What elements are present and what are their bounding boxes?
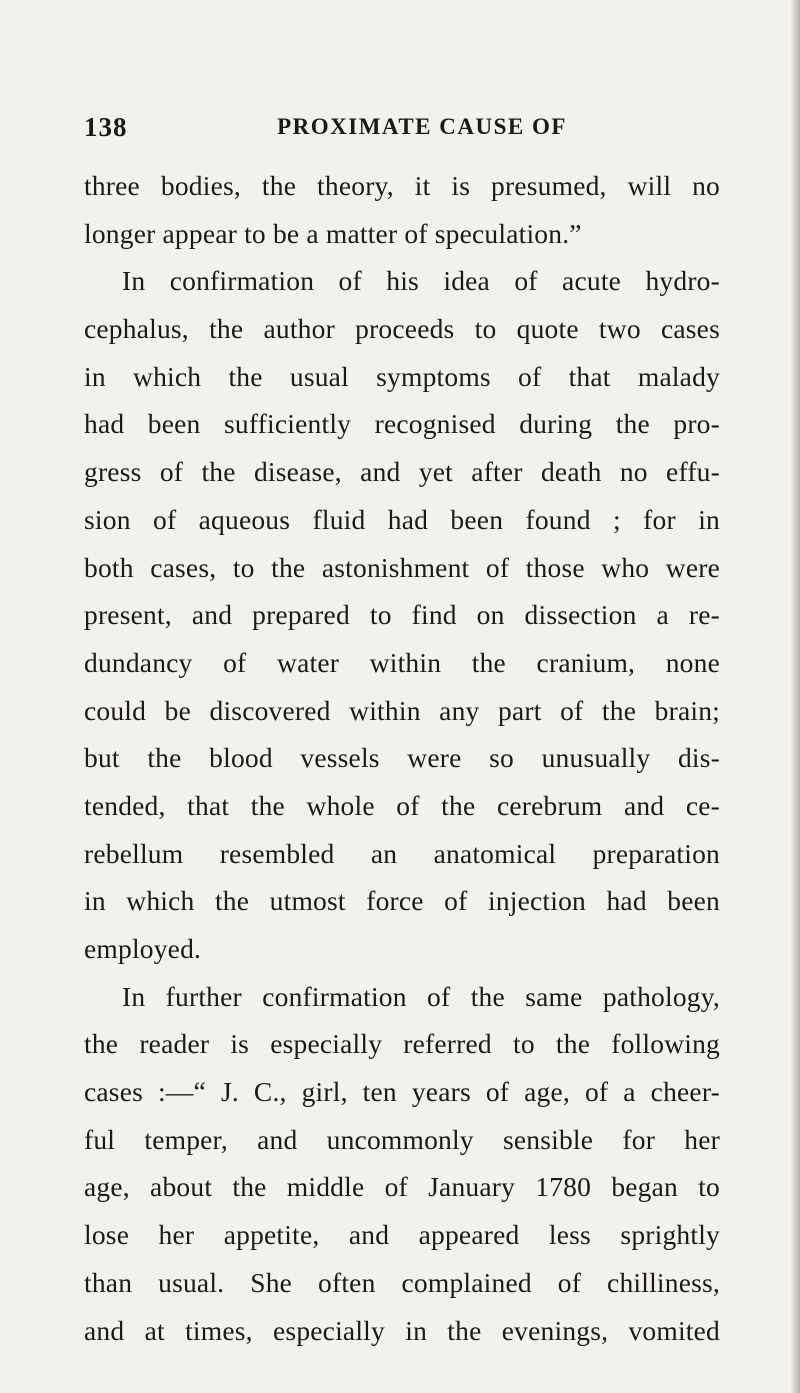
text-line: three bodies, the theory, it is presumed, will no [84, 170, 720, 201]
text-line: in which the utmost force of injection had been [84, 885, 720, 917]
text-line: in which the usual symptoms of that malady [84, 360, 720, 392]
text-line: gress of the disease, and yet after death no effu- [84, 456, 720, 488]
text-line: lose her appetite, and appeared less sprightly [84, 1219, 720, 1251]
text-line: age, about the middle of January 1780 began to [84, 1171, 720, 1203]
text-line: employed. [84, 933, 202, 964]
text-line: and at times, especially in the evenings, vomited [84, 1314, 720, 1346]
text-line: had been sufficiently recognised during the pro- [84, 408, 720, 440]
text-line: longer appear to be a matter of speculation.” [84, 217, 582, 249]
text-line: sion of aqueous fluid had been found ; for in [84, 503, 720, 535]
running-head [84, 112, 720, 152]
text-line: present, and prepared to find on dissection a re- [84, 599, 720, 631]
text-line: could be discovered within any part of the brain; [84, 694, 720, 726]
text-line: cephalus, the author proceeds to quote two cases [84, 313, 720, 345]
page-header-title: PROXIMATE CAUSE OF [277, 114, 567, 139]
text-line: cases :—“ J. C., girl, ten years of age, of a cheer- [84, 1076, 720, 1108]
page-number: 138 [84, 112, 128, 142]
text-line: the reader is especially referred to the following [84, 1028, 720, 1060]
text-line: In further confirmation of the same pathology, [122, 980, 720, 1012]
page-edge-shadow [790, 0, 800, 1393]
text-line: dundancy of water within the cranium, none [84, 646, 720, 678]
text-line: than usual. She often complained of chilliness, [84, 1266, 720, 1298]
text-line: tended, that the whole of the cerebrum and ce- [84, 789, 720, 821]
body-text [84, 162, 720, 1354]
text-line: In confirmation of his idea of acute hydro- [122, 265, 720, 297]
text-line: ful temper, and uncommonly sensible for her [84, 1123, 720, 1155]
text-line: but the blood vessels were so unusually dis- [84, 742, 720, 774]
text-line: both cases, to the astonishment of those who were [84, 551, 720, 583]
text-line: rebellum resembled an anatomical preparation [84, 837, 720, 869]
